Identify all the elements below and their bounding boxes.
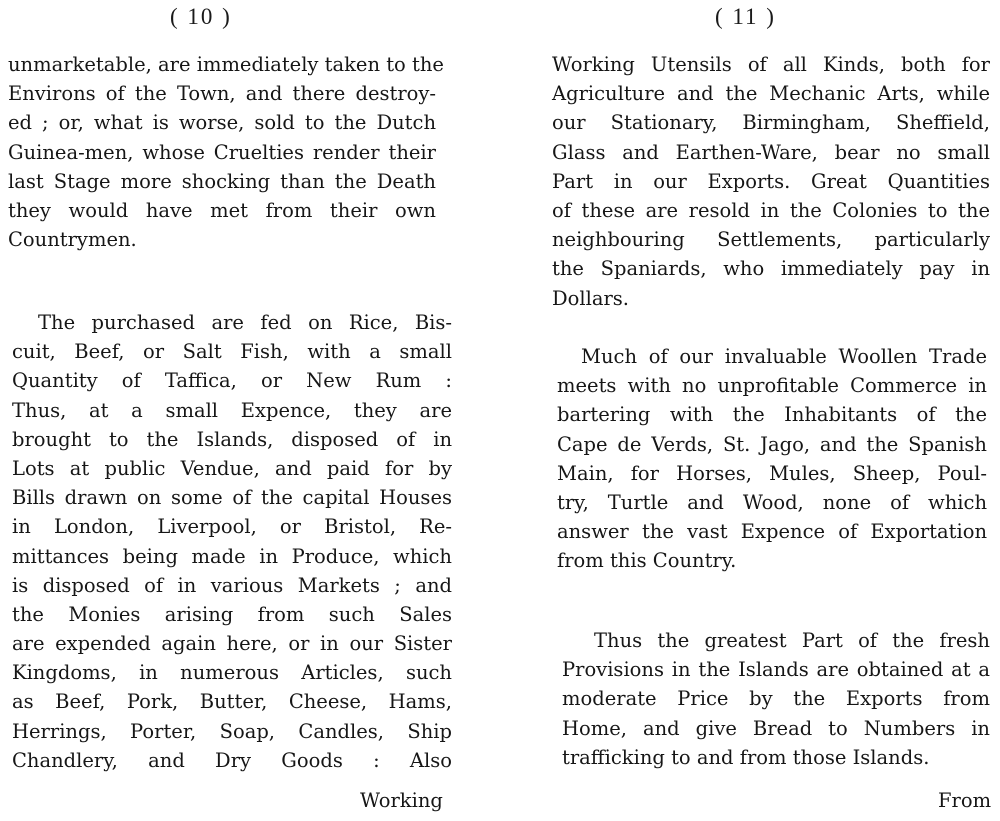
text-line: Herrings, Porter, Soap, Candles, Ship: [12, 719, 452, 743]
right-paragraph-1: [552, 50, 990, 313]
text-line: they would have met from their own: [8, 198, 436, 222]
left-paragraph-1: [8, 50, 444, 254]
left-paragraph-2: [12, 308, 452, 775]
text-line: Environs of the Town, and there destroy-: [8, 82, 436, 106]
text-line: Home, and give Bread to Numbers in: [562, 716, 990, 740]
text-line: try, Turtle and Wood, none of which: [557, 490, 987, 514]
text-line: the Spaniards, who immediately pay in: [552, 257, 990, 281]
text-line: as Beef, Pork, Butter, Cheese, Hams,: [12, 690, 452, 714]
text-line: trafficking to and from those Islands.: [562, 745, 930, 769]
text-line: Main, for Horses, Mules, Sheep, Poul-: [557, 461, 987, 485]
text-line: Working Utensils of all Kinds, both for: [552, 53, 990, 76]
text-line: of these are resold in the Colonies to the: [552, 198, 990, 222]
right-catchword: From: [938, 789, 992, 812]
text-line: the Monies arising from such Sales: [12, 602, 452, 626]
right-paragraph-2: [557, 342, 987, 576]
text-line: Part in our Exports. Great Quantities: [552, 169, 990, 193]
text-line: moderate Price by the Exports from: [562, 687, 990, 711]
text-line: is disposed of in various Markets ; and: [12, 573, 452, 597]
left-page-number: ( 10 ): [170, 4, 232, 29]
text-line: ed ; or, what is worse, sold to the Dutch: [8, 111, 436, 135]
text-line: mittances being made in Produce, which: [12, 544, 452, 568]
text-line: bartering with the Inhabitants of the: [557, 403, 987, 427]
text-line: unmarketable, are immediately taken to the: [8, 53, 444, 76]
left-catchword: Working: [360, 789, 443, 812]
right-page-number: ( 11 ): [715, 4, 776, 29]
text-line: Bills drawn on some of the capital Houses: [12, 486, 452, 510]
text-line: Glass and Earthen-Ware, bear no small: [552, 140, 990, 164]
text-line: from this Country.: [557, 549, 737, 573]
text-line: neighbouring Settlements, particularly: [552, 228, 990, 252]
left-page: [0, 0, 470, 821]
right-paragraph-3: [562, 626, 990, 772]
right-page: [545, 0, 1000, 821]
text-line: Provisions in the Islands are obtained at a: [562, 658, 990, 682]
text-line: brought to the Islands, disposed of in: [12, 427, 452, 451]
text-line: Cape de Verds, St. Jago, and the Spanish: [557, 432, 987, 456]
text-line: The purchased are fed on Rice, Bis-: [38, 311, 452, 334]
text-line: Thus the greatest Part of the fresh: [594, 629, 990, 652]
text-line: last Stage more shocking than the Death: [8, 169, 436, 193]
text-line: cuit, Beef, or Salt Fish, with a small: [12, 340, 452, 364]
text-line: Thus, at a small Expence, they are: [12, 398, 452, 422]
text-line: meets with no unprofitable Commerce in: [557, 374, 987, 398]
text-line: Agriculture and the Mechanic Arts, while: [552, 82, 990, 106]
text-line: Dollars.: [552, 286, 630, 310]
text-line: Quantity of Taffica, or New Rum :: [12, 369, 452, 393]
text-line: in London, Liverpool, or Bristol, Re-: [12, 515, 452, 539]
text-line: Guinea-men, whose Cruelties render their: [8, 140, 436, 164]
text-line: Countrymen.: [8, 228, 137, 252]
text-line: Much of our invaluable Woollen Trade: [581, 345, 987, 368]
text-line: answer the vast Expence of Exportation: [557, 520, 987, 544]
text-line: Lots at public Vendue, and paid for by: [12, 456, 452, 480]
text-line: Kingdoms, in numerous Articles, such: [12, 661, 452, 685]
text-line: Chandlery, and Dry Goods : Also: [12, 748, 452, 772]
text-line: our Stationary, Birmingham, Sheffield,: [552, 111, 990, 135]
text-line: are expended again here, or in our Sister: [12, 632, 452, 656]
